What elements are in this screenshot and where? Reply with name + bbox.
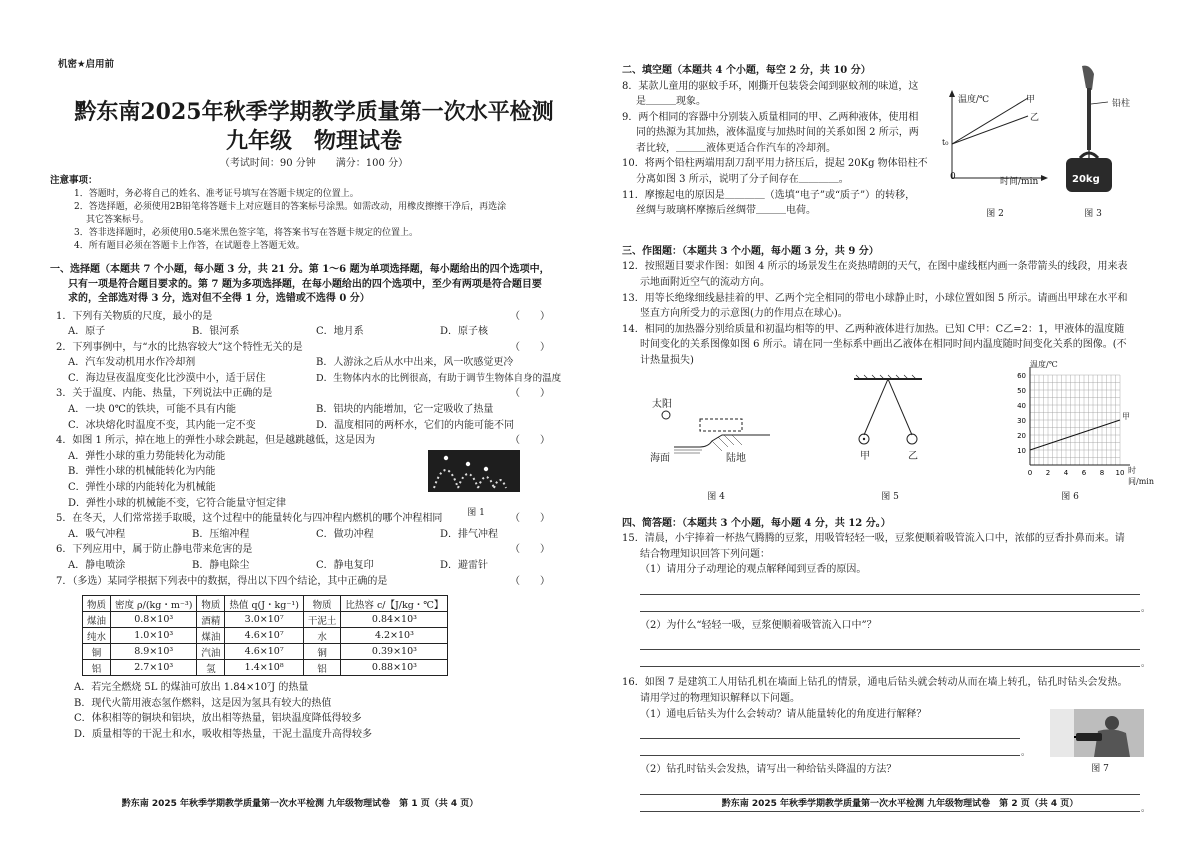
figure-5 — [844, 369, 934, 502]
answer-bracket: （ ） — [510, 388, 550, 400]
question-14-line: 14．相同的加热器分别给质量和初温均相等的甲、乙两种液体进行加热。已知 C甲：C乙=2：1，甲液体的温度随 — [622, 323, 1125, 335]
question-1: 1．下列有关物质的尺度，最小的是 （ ） — [56, 309, 578, 325]
section-1-line: 只有一项是符合题目要求的。第 7 题为多项选择题，在每小题给出的四个选项中，至少有两项是符合题目要 — [68, 278, 542, 290]
figure-2 — [940, 86, 1050, 221]
answer-line[interactable] — [640, 595, 1150, 614]
figure-5-caption: 图 5 — [881, 491, 899, 502]
note-item: 4．所有题目必须在答题卡上作答，在试题卷上答题无效。 — [74, 241, 305, 251]
bouncing-ball-photo — [428, 450, 520, 492]
origin-label: 0 — [950, 172, 956, 182]
question-9-line: 9．两个相同的容器中分别装入质量相同的甲、乙两种液体，使用相 — [622, 111, 919, 123]
option-a: A．若完全燃烧 5L 的煤油可放出 1.84×10⁷J 的热量 — [74, 682, 309, 694]
table-cell: 0.8×10³ — [111, 612, 197, 628]
figure-1-caption: 图 1 — [467, 508, 485, 519]
question-9-line: 同的热源为其加热，液体温度与加热时间的关系如图 2 所示，两 — [636, 127, 919, 139]
table-cell: 3.0×10⁷ — [225, 612, 303, 628]
figure-2-caption: 图 2 — [986, 209, 1004, 219]
x-tick-label: 8 — [1099, 468, 1105, 477]
question-8-line: 8．某款儿童用的驱蚊手环，刚撕开包装袋会闻到驱蚊剂的味道，这 — [622, 80, 919, 92]
ball-jia-label: 甲 — [860, 450, 870, 462]
section-1-line: 一、选择题（本题共 7 个小题，每小题 3 分，共 21 分。第 1～6 题为单项选择题，每小题给出的四个选项中， — [50, 264, 550, 275]
q6-options — [56, 558, 578, 574]
section-1-line: 求的，全部选对得 3 分，选对但不全得 1 分，选错或不选得 0 分） — [68, 293, 370, 304]
y-tick-label: 10 — [1017, 446, 1026, 455]
y-tick-label: 20 — [1017, 431, 1026, 440]
axis-x-label: 时间/min — [1128, 465, 1154, 486]
page-footer: 黔东南 2025 年秋季学期教学质量第一次水平检测 九年级物理试卷 第 2 页（共 4 页） — [721, 799, 1079, 809]
q2-options-row1 — [56, 355, 578, 371]
option-d: D．生物体内水的比例很高，有助于调节生物体自身的温度 — [316, 372, 562, 384]
option-d: D．弹性小球的机械能不变，它符合能量守恒定律 — [68, 497, 287, 509]
option-a: A．吸气冲程 — [68, 528, 126, 540]
option-b: B．银河系 — [192, 326, 240, 338]
option-b: B．弹性小球的机械能转化为内能 — [68, 466, 216, 478]
section-2-heading: 二、填空题（本题共 4 个小题，每空 2 分，共 10 分） — [622, 65, 871, 76]
axis-x-label: 时间/min — [1000, 177, 1039, 187]
option-a: A．静电喷涂 — [68, 560, 126, 571]
question-15-line: 结合物理知识回答下列问题： — [640, 548, 770, 560]
notes-title: 注意事项： — [50, 175, 98, 186]
table-cell: 0.88×10³ — [341, 660, 448, 676]
section-4-heading: 四、简答题：（本题共 3 个小题，每小题 4 分，共 12 分。） — [622, 517, 891, 529]
note-item: 3．答非选择题时，必须使用0.5毫米黑色签字笔，将答案书写在答题卡规定的位置上。 — [74, 228, 419, 238]
sea-label: 海面 — [650, 452, 670, 464]
page-footer: 黔东南 2025 年秋季学期教学质量第一次水平检测 九年级物理试卷 第 1 页（共 4 页） — [121, 799, 479, 809]
line-end-mark: 。 — [1140, 603, 1150, 614]
x-tick-label: 2 — [1045, 468, 1051, 477]
table-cell: 铜 — [303, 644, 341, 660]
table-cell: 2.7×10³ — [111, 660, 197, 676]
table-header-row — [83, 596, 448, 612]
option-a: A．原子 — [68, 326, 106, 338]
x-tick-label: 0 — [1027, 468, 1033, 477]
note-item: 其它答案标号。 — [86, 215, 150, 225]
x-tick-label: 10 — [1115, 468, 1125, 477]
answer-line[interactable] — [640, 778, 1140, 795]
option-a: A．汽车发动机用水作冷却剂 — [68, 357, 196, 369]
question-8-line: 是＿＿＿现象。 — [636, 96, 706, 108]
question-11-line: 11．摩擦起电的原因是＿＿＿＿（选填“电子”或“质子”）的转移， — [622, 189, 916, 201]
question-12-line: 示地面附近空气的流动方向。 — [640, 276, 770, 288]
option-b: B．现代火箭用液态氢作燃料，这是因为氢具有较大的热值 — [74, 697, 332, 709]
table-cell: 纯水 — [83, 628, 111, 644]
option-c: C．地月系 — [316, 326, 364, 338]
answer-bracket: （ ） — [510, 341, 550, 353]
note-item: 1．答题时，务必将自己的姓名、准考证号填写在答题卡规定的位置上。 — [74, 189, 359, 199]
option-b: B．静电除尘 — [192, 560, 250, 571]
answer-line[interactable] — [640, 578, 1140, 595]
table-cell: 4.2×10³ — [341, 628, 448, 644]
table-header-cell: 物质 — [303, 596, 341, 612]
series-jia-label: 甲 — [1122, 411, 1130, 421]
option-d: D．温度相同的两杯水，它们的内能可能不同 — [316, 419, 515, 431]
question-16-line: 请用学过的物理知识解释以下问题。 — [640, 692, 800, 704]
table-cell: 0.39×10³ — [341, 644, 448, 660]
table-cell: 铝 — [303, 660, 341, 676]
table-cell: 4.6×10⁷ — [225, 644, 303, 660]
ball-yi-label: 乙 — [908, 450, 918, 462]
figure-7-caption: 图 7 — [1091, 763, 1109, 774]
option-c: C．海边昼夜温度变化比沙漠中小，适于居住 — [68, 372, 266, 384]
question-15-line: 15．清晨，小宇捧着一杯热气腾腾的豆浆，用吸管轻轻一吸，豆浆便顺着吸管流入口中，浓郁的豆香扑鼻而来。请 — [622, 533, 1125, 544]
answer-line[interactable] — [640, 650, 1150, 670]
y-tick-label: 50 — [1017, 386, 1026, 395]
y-tick-label: 40 — [1017, 401, 1026, 410]
question-13-line: 竖直方向所受力的示意图(力的作用点在球心)。 — [640, 308, 848, 320]
question-13-line: 13．用等长绝缘细线悬挂着的甲、乙两个完全相同的带电小球静止时，小球位置如图 5 所示。请画出甲球在水平和 — [622, 292, 1128, 304]
option-c: C．冰块熔化时温度不变，其内能一定不变 — [68, 419, 256, 431]
q16-subquestion-1: （1）通电后钻头为什么会转动？请从能量转化的角度进行解释？ — [640, 708, 927, 720]
table-cell: 煤油 — [197, 628, 225, 644]
option-b: B．人游泳之后从水中出来，风一吹感觉更冷 — [316, 357, 514, 369]
y-tick-label: 60 — [1017, 371, 1026, 380]
question-12-line: 12．按照题目要求作图：如图 4 所示的场景发生在炎热晴朗的天气，在图中虚线框内画一条带箭头的线段，用来表 — [622, 261, 1128, 273]
table-header-cell: 热值 q(J・kg⁻¹) — [225, 596, 303, 612]
table-cell: 氢 — [197, 660, 225, 676]
drilling-worker-photo — [1050, 709, 1144, 757]
option-d: D．质量相等的干泥土和水，吸收相等热量，干泥土温度升高得较多 — [74, 728, 373, 740]
exam-page-2 — [600, 0, 1200, 849]
dashed-box — [700, 419, 742, 431]
option-d: D．原子核 — [440, 326, 489, 338]
question-14-line: 时间变化的关系图像如图 6 所示。请在同一坐标系中画出乙液体在相同时间内温度随时间变化关系的图像。(不 — [640, 339, 1127, 351]
t0-label: t₀ — [942, 138, 949, 147]
table-cell: 0.84×10³ — [341, 612, 448, 628]
answer-bracket: （ ） — [510, 575, 550, 587]
option-d: D．避雷针 — [440, 560, 489, 571]
lead-cylinder-label: 铅柱 — [1112, 99, 1131, 109]
question-2: 2．下列事例中，与“水的比热容较大”这个特性无关的是 （ ） — [56, 340, 578, 356]
option-b: B．铝块的内能增加，它一定吸收了热量 — [316, 404, 494, 416]
q3-options-row1 — [56, 402, 578, 418]
table-cell: 酒精 — [197, 612, 225, 628]
option-a: A．弹性小球的重力势能转化为动能 — [68, 450, 226, 462]
note-item: 2．答选择题，必须使用2B铅笔将答题卡上对应题目的答案标号涂黑。如需改动，用橡皮擦擦干净后，再选涂 — [74, 202, 507, 212]
q5-options — [56, 527, 578, 543]
q16-subquestion-2: （2）钻孔时钻头会发热，请写出一种给钻头降温的方法？ — [640, 764, 897, 776]
table-row — [83, 612, 448, 628]
figure-6-caption: 图 6 — [1061, 491, 1079, 502]
answer-line[interactable] — [640, 633, 1140, 650]
question-10-line: 10．将两个铅柱两端用刮刀刮平用力挤压后，提起 20Kg 物体铅柱不 — [622, 158, 928, 170]
question-14-line: 计热量损失) — [640, 354, 694, 366]
q1-options — [56, 324, 578, 340]
table-cell: 煤油 — [83, 612, 111, 628]
table-cell: 汽油 — [197, 644, 225, 660]
figure-3-caption: 图 3 — [1084, 209, 1102, 219]
question-5: 5．在冬天，人们常常搓手取暖，这个过程中的能量转化与四冲程内燃机的哪个冲程相同 （ ） — [56, 511, 578, 527]
land-label: 陆地 — [726, 452, 746, 464]
option-a: A．一块 0℃的铁块，可能不具有内能 — [68, 404, 236, 416]
answer-bracket: （ ） — [510, 435, 550, 447]
option-c: C．体积相等的铜块和铝块，放出相等热量，铝块温度降低得较多 — [74, 713, 362, 725]
question-3: 3．关于温度、内能、热量，下列说法中正确的是 （ ） — [56, 386, 578, 402]
q3-options-row2 — [56, 418, 578, 434]
option-c: C．弹性小球的内能转化为机械能 — [68, 482, 216, 494]
answer-bracket: （ ） — [510, 310, 550, 322]
y-tick-label: 30 — [1017, 416, 1026, 425]
question-11-line: 丝绸与玻璃杯摩擦后丝绸带＿＿＿电荷。 — [636, 205, 816, 217]
answer-line[interactable] — [640, 722, 1020, 739]
figure-3 — [1060, 64, 1170, 224]
table-cell: 铜 — [83, 644, 111, 660]
table-cell: 1.4×10⁸ — [225, 660, 303, 676]
notes-list — [50, 188, 578, 253]
x-tick-label: 6 — [1081, 468, 1087, 477]
option-b: B．压缩冲程 — [192, 528, 250, 540]
question-9-line: 者比较，＿＿＿液体更适合作汽车的冷却剂。 — [636, 142, 836, 154]
question-4: 4．如图 1 所示，掉在地上的弹性小球会跳起，但是越跳越低，这是因为 （ ） — [56, 433, 578, 449]
series-jia-label: 甲 — [1026, 95, 1036, 105]
question-7: 7．（多选）某同学根据下列表中的数据，得出以下四个结论，其中正确的是 （ ） — [56, 574, 578, 590]
table-row — [83, 644, 448, 660]
option-c: C．静电复印 — [316, 560, 374, 571]
x-tick-label: 4 — [1063, 468, 1069, 477]
q15-subquestion-1: （1）请用分子动理论的观点解释闻到豆香的原因。 — [640, 564, 867, 576]
line-end-mark: 。 — [1140, 803, 1150, 814]
table-cell: 1.0×10³ — [111, 628, 197, 644]
table-cell: 8.9×10³ — [111, 644, 197, 660]
exam-title: 黔东南2025年秋季学期教学质量第一次水平检测 — [74, 99, 554, 125]
table-header-cell: 物质 — [83, 596, 111, 612]
table-cell: 水 — [303, 628, 341, 644]
question-6: 6．下列应用中，属于防止静电带来危害的是 （ ） — [56, 542, 578, 558]
q2-options-row2 — [56, 371, 578, 387]
series-yi-label: 乙 — [1030, 113, 1040, 123]
table-cell: 4.6×10⁷ — [225, 628, 303, 644]
exam-info: （考试时间：90 分钟 满分：100 分） — [219, 158, 409, 169]
axis-y-label: 温度/℃ — [958, 95, 990, 105]
section-3-heading: 三、作图题：（本题共 3 个小题，每小题 3 分，共 9 分） — [622, 245, 879, 257]
table-header-cell: 比热容 c/【J/kg・℃】 — [341, 596, 448, 612]
table-header-cell: 物质 — [197, 596, 225, 612]
figure-6 — [1000, 359, 1154, 502]
answer-bracket: （ ） — [510, 513, 550, 525]
charged-balls-drawing — [844, 369, 934, 469]
line-end-mark: 。 — [1140, 659, 1150, 670]
axis-y-label: 温度/℃ — [1030, 359, 1058, 369]
question-16-line: 16．如图 7 是建筑工人用钻孔机在墙面上钻孔的情景，通电后钻头就会转动从而在墙上转孔，钻孔时钻头会发热。 — [622, 677, 1128, 689]
material-properties-table — [82, 595, 448, 676]
figure-4 — [652, 381, 772, 501]
fill-blank-questions — [622, 79, 952, 219]
line-end-mark: 。 — [1020, 748, 1030, 759]
confidential-mark: 机密★启用前 — [58, 59, 115, 70]
exam-subtitle: 九年级 物理试卷 — [225, 128, 402, 154]
line-yi — [952, 116, 1028, 144]
question-10-line: 分离如图 3 所示，说明了分子间存在＿＿＿＿。 — [636, 174, 849, 186]
q15-subquestion-2: （2）为什么“轻轻一吸，豆浆便顺着吸管流入口中”？ — [640, 619, 877, 631]
option-d: D．排气冲程 — [440, 528, 499, 540]
option-c: C．做功冲程 — [316, 528, 374, 540]
table-header-cell: 密度 ρ/(kg・m⁻³) — [111, 596, 197, 612]
answer-line[interactable] — [640, 739, 1030, 759]
weight-label: 20kg — [1072, 174, 1100, 185]
answer-bracket: （ ） — [510, 544, 550, 556]
table-cell: 干泥土 — [303, 612, 341, 628]
table-row — [83, 628, 448, 644]
sun-label: 太阳 — [652, 398, 672, 410]
section-1-heading — [50, 263, 578, 307]
figure-4-caption: 图 4 — [707, 491, 725, 502]
table-row — [83, 660, 448, 676]
table-cell: 铝 — [83, 660, 111, 676]
